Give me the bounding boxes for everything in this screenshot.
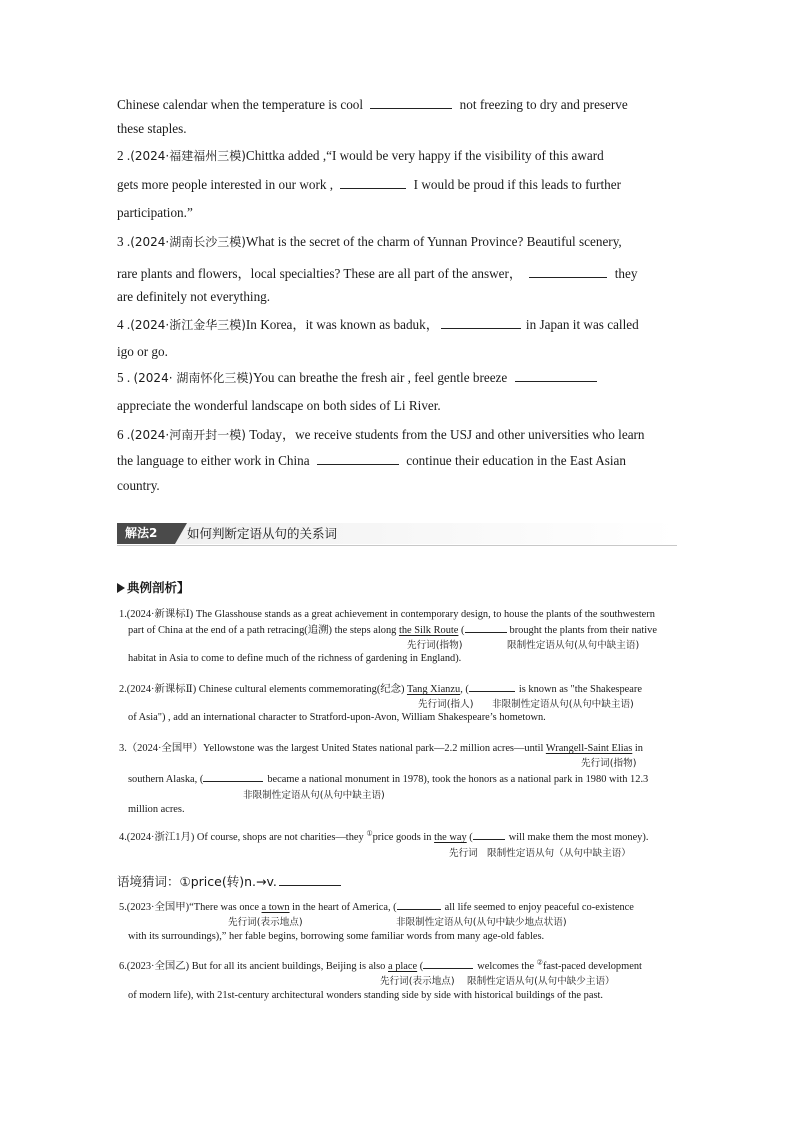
ex6-note-clause: 限制性定语从句(从句中缺少主语） xyxy=(467,976,615,987)
answer-blank[interactable] xyxy=(279,875,341,886)
q2-text-b2: I would be proud if this leads to further xyxy=(413,177,621,192)
ex2-line-2: of Asia") , add an international character to Stratford-upon-Avon, William Shakespeare’s hometown. xyxy=(128,712,546,723)
q2-text-a: Chittka added ,“I would be very happy if the visibility of this award xyxy=(245,148,604,163)
ex3-note-antecedent: 先行词(指物) xyxy=(581,758,637,769)
q6-text-b2: continue their education in the East Asian xyxy=(406,453,626,468)
antecedent: Wrangell-Saint Elias xyxy=(545,743,633,754)
q1-line-1 xyxy=(117,97,628,113)
vocab-prompt: 语境猜词：①price(转)n.→v. xyxy=(117,874,277,889)
ex2-line-1: 2.(2024·新课标Ⅱ) Chinese cultural elements commemorating(纪念) Tang Xianzu, ( is known as "the Shakespeare xyxy=(119,680,642,695)
antecedent: a place xyxy=(388,961,418,972)
question-number: 3 . xyxy=(117,234,131,249)
ex2-note-clause: 非限制性定语从句(从句中缺主语) xyxy=(492,699,634,710)
q1-text-a: Chinese calendar when the temperature is cool xyxy=(117,97,364,112)
circled-number: ② xyxy=(536,958,543,967)
q5-line-1 xyxy=(117,369,597,386)
ex4-note-clause: 限制性定语从句（从句中缺主语） xyxy=(487,848,631,859)
ex5-line-2: with its surroundings),” her fable begins, borrowing some familiar words from many age-old fables. xyxy=(128,931,545,942)
answer-blank[interactable] xyxy=(529,267,607,278)
question-source: (2024·浙江金华三模) xyxy=(130,318,246,332)
examples-heading: 典例剖析】 xyxy=(117,578,190,596)
q6-line-1 xyxy=(117,424,645,443)
ex3-note-clause: 非限制性定语从句(从句中缺主语) xyxy=(243,790,385,801)
q1-line-2: these staples. xyxy=(117,121,187,136)
ex1-line-3: habitat in Asia to come to define much of the richness of gardening in England). xyxy=(128,653,462,664)
ex4-note-antecedent: 先行词 xyxy=(449,848,478,859)
vocab-guess-line xyxy=(117,872,341,890)
section-tag: 解法2 xyxy=(117,523,175,544)
ex6-note-antecedent: 先行词(表示地点) xyxy=(380,976,455,987)
question-source: (2024·福建福州三模) xyxy=(130,149,246,163)
ex5-note-clause: 非限制性定语从句(从句中缺少地点状语) xyxy=(396,917,567,928)
question-number: 6 . xyxy=(117,427,131,442)
q6-text-b1: the language to either work in China xyxy=(117,453,310,468)
section-title: 如何判断定语从句的关系词 xyxy=(187,526,338,541)
q5-text-a: You can breathe the fresh air , feel gentle breeze xyxy=(253,370,508,385)
ex3-line-1: 3.（2024·全国甲）Yellowstone was the largest United States national park—2.2 million acres—until Wrangell-Saint Elias in xyxy=(119,743,643,754)
ex5-note-antecedent: 先行词(表示地点) xyxy=(228,917,303,928)
ex2-note-antecedent: 先行词(指人) xyxy=(418,699,474,710)
q6-line-3: country. xyxy=(117,478,160,493)
answer-blank[interactable] xyxy=(370,98,452,109)
q5-line-2: appreciate the wonderful landscape on both sides of Li River. xyxy=(117,398,441,413)
answer-blank[interactable] xyxy=(397,899,441,910)
question-source: (2024· 湖南怀化三模) xyxy=(133,371,254,385)
question-number: 5 . xyxy=(117,370,131,385)
question-number: 2 . xyxy=(117,148,131,163)
q1-text-b: not freezing to dry and preserve xyxy=(459,97,628,112)
q6-text-a: Today，we receive students from the USJ and other universities who learn xyxy=(249,427,645,442)
q4-line-2: igo or go. xyxy=(117,344,168,359)
ex1-note-antecedent: 先行词(指物) xyxy=(407,640,463,651)
antecedent: Tang Xianzu xyxy=(406,684,461,695)
answer-blank[interactable] xyxy=(515,371,597,382)
bracket-mark-icon xyxy=(117,583,125,593)
ex3-line-2: southern Alaska, ( became a national monument in 1978), took the honors as a national park in 1980 with 12.3 xyxy=(128,771,648,785)
question-source: (2024·河南开封一模) xyxy=(130,428,246,442)
answer-blank[interactable] xyxy=(203,771,263,782)
q6-line-2 xyxy=(117,453,626,469)
q4-line-1 xyxy=(117,314,639,333)
antecedent: the way xyxy=(434,832,467,843)
ex4-line-1: 4.(2024·浙江1月) Of course, shops are not charities—they ①price goods in the way ( will make them the most money). xyxy=(119,829,649,843)
ex5-line-1: 5.(2023·全国甲)“There was once a town in the heart of America, ( all life seemed to enjoy peaceful co-existence xyxy=(119,898,634,913)
ex6-line-1: 6.(2023·全国乙) But for all its ancient buildings, Beijing is also a place ( welcomes the ②fast-paced development xyxy=(119,958,642,972)
answer-blank[interactable] xyxy=(473,829,505,840)
q2-text-b1: gets more people interested in our work , xyxy=(117,177,334,192)
answer-blank[interactable] xyxy=(441,318,521,329)
q3-text-b1: rare plants and flowers，local specialties? These are all part of the answer， xyxy=(117,266,523,281)
antecedent: a town xyxy=(261,902,290,913)
ex6-line-2: of modern life), with 21st-century architectural wonders standing side by side with historical buildings of the past. xyxy=(128,990,603,1001)
answer-blank[interactable] xyxy=(465,622,507,633)
q2-line-2 xyxy=(117,177,621,193)
answer-blank[interactable] xyxy=(340,178,406,189)
question-number: 4 . xyxy=(117,317,131,332)
q3-text-a: What is the secret of the charm of Yunnan Province? Beautiful scenery, xyxy=(245,234,622,249)
q3-line-1 xyxy=(117,233,622,250)
q3-line-3: are definitely not everything. xyxy=(117,289,271,304)
answer-blank[interactable] xyxy=(469,681,515,692)
q3-text-b2: they xyxy=(614,266,638,281)
q2-line-1 xyxy=(117,147,604,164)
antecedent: the Silk Route xyxy=(398,625,459,636)
ex1-line-1: 1.(2024·新课标Ⅰ) The Glasshouse stands as a great achievement in contemporary design, to house the plants of the southwestern xyxy=(119,609,655,620)
ex1-line-2: part of China at the end of a path retracing(追溯) the steps along the Silk Route ( brought the plants from their native xyxy=(128,621,657,636)
q3-line-2 xyxy=(117,263,637,282)
ex1-note-clause: 限制性定语从句(从句中缺主语) xyxy=(507,640,640,651)
circled-number: ① xyxy=(366,829,373,838)
answer-blank[interactable] xyxy=(317,454,399,465)
answer-blank[interactable] xyxy=(423,958,473,969)
q4-text-a1: In Korea，it was known as baduk， xyxy=(245,317,439,332)
question-source: (2024·湖南长沙三模) xyxy=(130,235,246,249)
ex3-line-3: million acres. xyxy=(128,804,185,815)
q2-line-3: participation.” xyxy=(117,205,193,220)
section-header xyxy=(117,523,677,546)
q4-text-a2: in Japan it was called xyxy=(525,317,639,332)
